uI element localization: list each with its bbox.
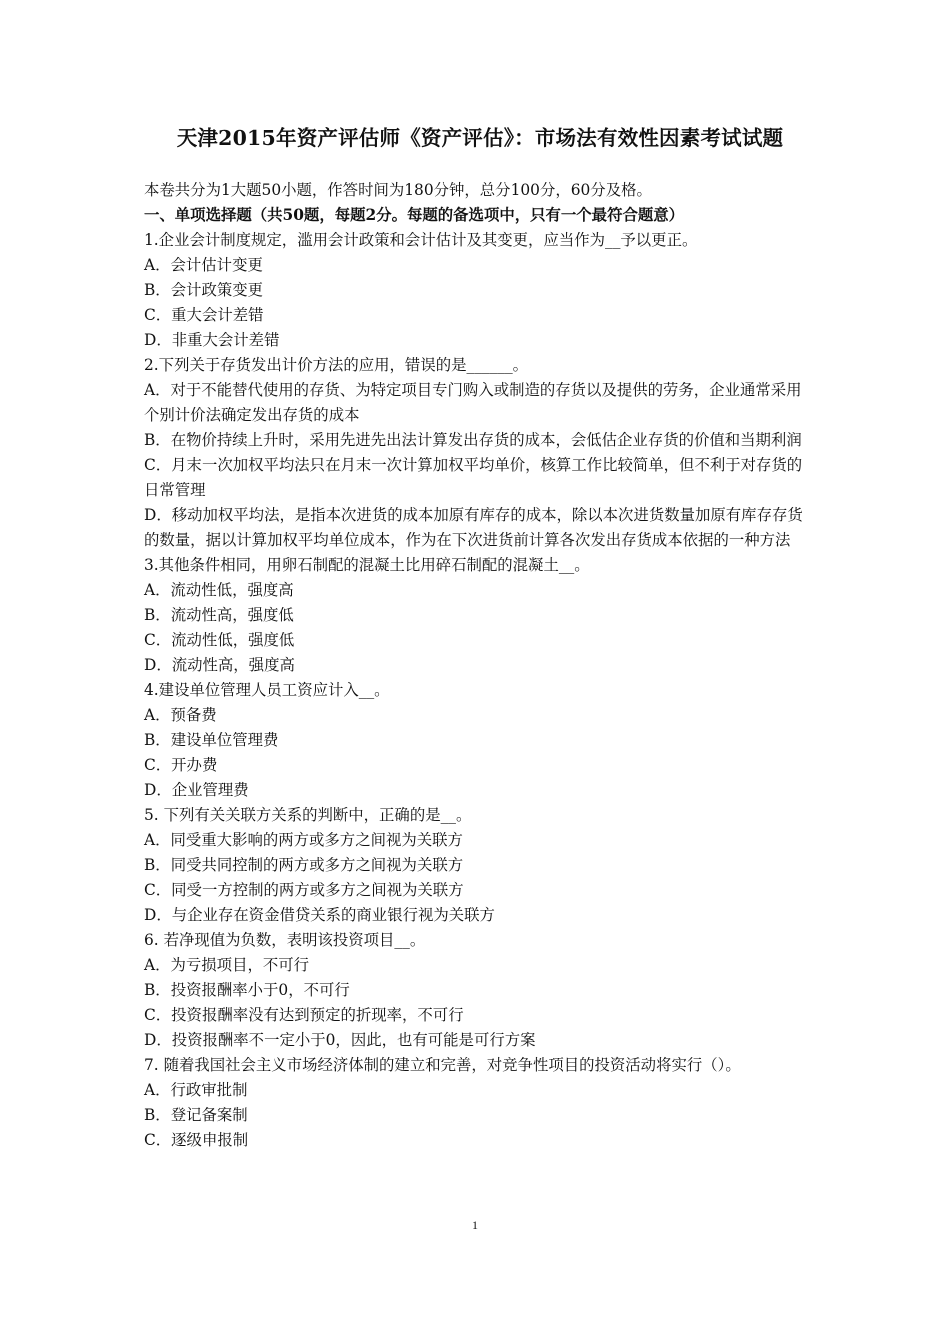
question-stem: 1.企业会计制度规定，滥用会计政策和会计估计及其变更，应当作为__予以更正。	[144, 231, 698, 249]
answer-option: A．为亏损项目，不可行	[144, 956, 310, 974]
question-stem: 4.建设单位管理人员工资应计入__。	[144, 681, 390, 699]
answer-option: B．同受共同控制的两方或多方之间视为关联方	[144, 856, 464, 874]
answer-option: B．投资报酬率小于0，不可行	[144, 981, 350, 999]
question-5	[144, 803, 812, 928]
answer-option: C．同受一方控制的两方或多方之间视为关联方	[144, 881, 464, 899]
answer-option: A．对于不能替代使用的存货、为特定项目专门购入或制造的存货以及提供的劳务，企业通常采用个别计价法确定发出存货的成本	[144, 381, 802, 424]
question-stem: 2.下列关于存货发出计价方法的应用，错误的是______。	[144, 356, 529, 374]
document-title: 天津2015年资产评估师《资产评估》：市场法有效性因素考试试题	[176, 126, 784, 150]
answer-option: C．月末一次加权平均法只在月末一次计算加权平均单价，核算工作比较简单，但不利于对存货的日常管理	[144, 456, 803, 499]
question-stem: 6. 若净现值为负数，表明该投资项目__。	[144, 931, 426, 949]
question-4	[144, 678, 812, 803]
answer-option: A．行政审批制	[144, 1081, 248, 1099]
question-stem: 3.其他条件相同，用卵石制配的混凝土比用碎石制配的混凝土__。	[144, 556, 590, 574]
section-header: 一、单项选择题（共50题，每题2分。每题的备选项中，只有一个最符合题意）	[144, 206, 685, 224]
answer-option: D．非重大会计差错	[144, 331, 280, 349]
answer-option: A．同受重大影响的两方或多方之间视为关联方	[144, 831, 463, 849]
answer-option: D．与企业存在资金借贷关系的商业银行视为关联方	[144, 906, 495, 924]
question-stem: 7. 随着我国社会主义市场经济体制的建立和完善，对竞争性项目的投资活动将实行（）。	[144, 1056, 741, 1074]
answer-option: C．开办费	[144, 756, 218, 774]
answer-option: D．企业管理费	[144, 781, 249, 799]
answer-option: B．建设单位管理费	[144, 731, 279, 749]
answer-option: B．登记备案制	[144, 1106, 248, 1124]
answer-option: B．流动性高，强度低	[144, 606, 294, 624]
answer-option: A．预备费	[144, 706, 217, 724]
question-7	[144, 1053, 812, 1153]
answer-option: A．会计估计变更	[144, 256, 263, 274]
answer-option: D．投资报酬率不一定小于0，因此，也有可能是可行方案	[144, 1031, 536, 1049]
answer-option: D．流动性高，强度高	[144, 656, 295, 674]
answer-option: B．会计政策变更	[144, 281, 264, 299]
answer-option: B．在物价持续上升时，采用先进先出法计算发出存货的成本，会低估企业存货的价值和当期利润	[144, 431, 802, 449]
answer-option: C．逐级申报制	[144, 1131, 249, 1149]
question-list	[144, 228, 812, 1153]
question-1	[144, 228, 812, 353]
exam-intro: 本卷共分为1大题50小题，作答时间为180分钟，总分100分，60分及格。	[144, 181, 652, 199]
answer-option: C．投资报酬率没有达到预定的折现率，不可行	[144, 1006, 464, 1024]
answer-option: A．流动性低，强度高	[144, 581, 294, 599]
question-stem: 5. 下列有关关联方关系的判断中，正确的是__。	[144, 806, 472, 824]
question-6	[144, 928, 812, 1053]
page-number: 1	[472, 1218, 478, 1232]
answer-option: C．重大会计差错	[144, 306, 264, 324]
answer-option: D．移动加权平均法，是指本次进货的成本加原有库存的成本，除以本次进货数量加原有库存存货的数量，据以计算加权平均单位成本，作为在下次进货前计算各次发出存货成本依据的一种方法	[144, 506, 803, 549]
answer-option: C．流动性低，强度低	[144, 631, 295, 649]
question-2	[144, 353, 812, 553]
question-3	[144, 553, 812, 678]
